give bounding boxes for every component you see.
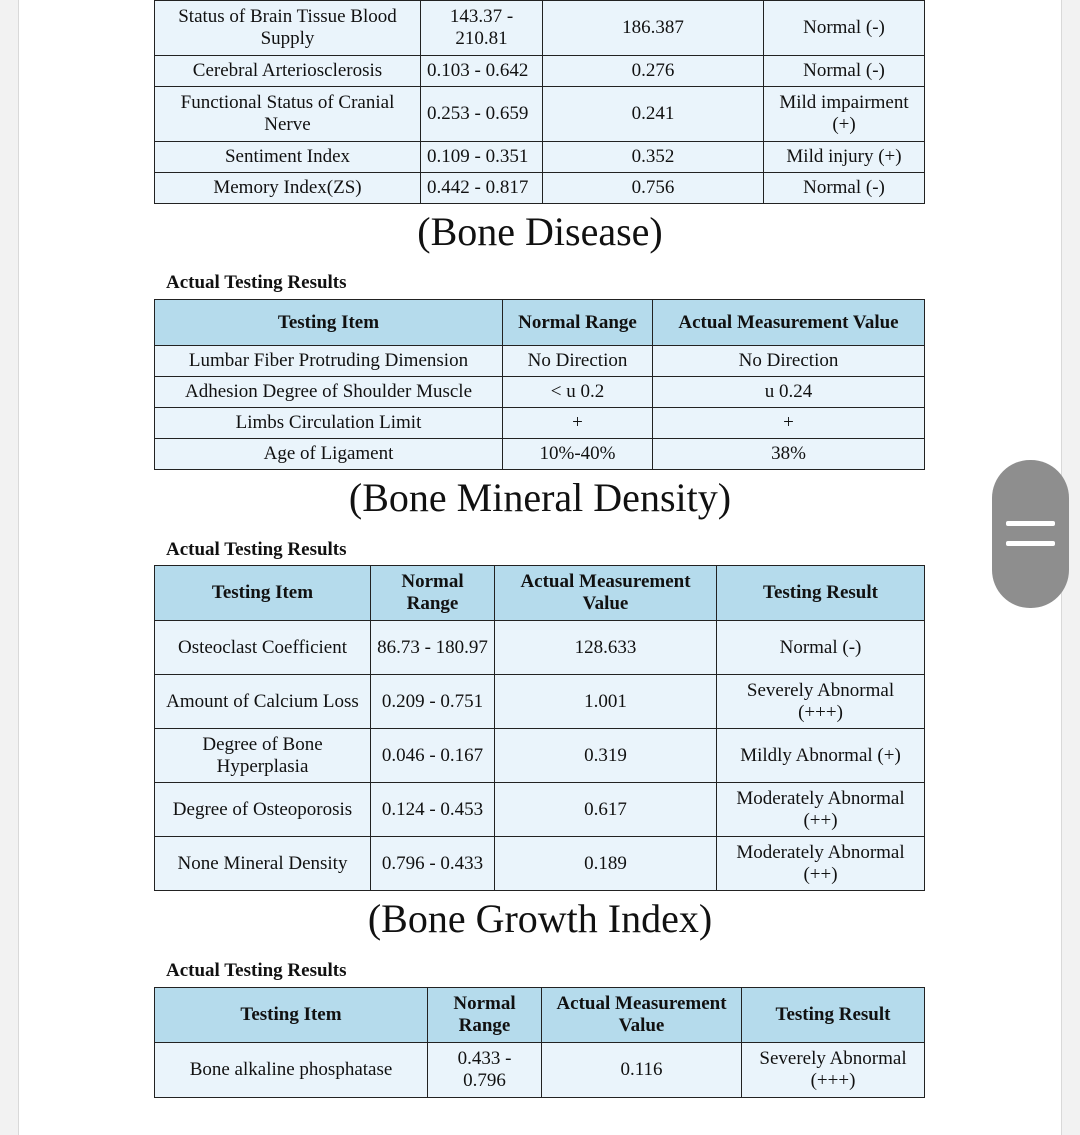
column-header: Normal Range <box>371 566 495 621</box>
grip-line-icon <box>1006 541 1055 546</box>
results-label: Actual Testing Results <box>166 272 347 293</box>
testing-item: Lumbar Fiber Protruding Dimension <box>155 346 503 377</box>
testing-item: Adhesion Degree of Shoulder Muscle <box>155 377 503 408</box>
column-header: Actual Measurement Value <box>542 988 742 1043</box>
table-row <box>155 408 925 439</box>
testing-item: Degree of Bone Hyperplasia <box>155 729 371 783</box>
testing-item: Age of Ligament <box>155 439 503 470</box>
measurement-value: 0.189 <box>495 837 717 891</box>
column-header: Testing Result <box>742 988 925 1043</box>
section-title-bone-disease: (Bone Disease) <box>417 209 663 254</box>
normal-range: 0.109 - 0.351 <box>421 142 543 173</box>
measurement-value: 0.617 <box>495 783 717 837</box>
normal-range: No Direction <box>503 346 653 377</box>
measurement-value: 1.001 <box>495 675 717 729</box>
measurement-value: 128.633 <box>495 621 717 675</box>
testing-result: Normal (-) <box>764 56 925 87</box>
measurement-value: 0.756 <box>543 173 764 204</box>
testing-result: Mild injury (+) <box>764 142 925 173</box>
scroll-handle[interactable] <box>992 460 1069 608</box>
measurement-value: 0.116 <box>542 1043 742 1098</box>
section-title-bone-mineral-density: (Bone Mineral Density) <box>348 475 732 520</box>
brain-results-table <box>154 0 925 204</box>
normal-range: < u 0.2 <box>503 377 653 408</box>
measurement-value: 0.241 <box>543 87 764 142</box>
bone-mineral-density-table <box>154 565 925 891</box>
testing-item: Sentiment Index <box>155 142 421 173</box>
testing-result: Mild impairment (+) <box>764 87 925 142</box>
section-title-bone-growth-index: (Bone Growth Index) <box>367 896 713 941</box>
testing-result: Normal (-) <box>764 173 925 204</box>
normal-range: 0.433 - 0.796 <box>428 1043 542 1098</box>
table-header-row <box>155 566 925 621</box>
testing-result: Normal (-) <box>717 621 925 675</box>
testing-item: Amount of Calcium Loss <box>155 675 371 729</box>
table-row <box>155 675 925 729</box>
normal-range: 0.103 - 0.642 <box>421 56 543 87</box>
normal-range: 143.37 - 210.81 <box>421 1 543 56</box>
normal-range: 0.796 - 0.433 <box>371 837 495 891</box>
normal-range: 0.046 - 0.167 <box>371 729 495 783</box>
column-header: Testing Item <box>155 988 428 1043</box>
table-header-row <box>155 988 925 1043</box>
normal-range: + <box>503 408 653 439</box>
table-row <box>155 346 925 377</box>
measurement-value: No Direction <box>653 346 925 377</box>
table-row <box>155 87 925 142</box>
column-header: Testing Result <box>717 566 925 621</box>
measurement-value: 0.352 <box>543 142 764 173</box>
results-label: Actual Testing Results <box>166 960 347 981</box>
table-row <box>155 783 925 837</box>
table-row <box>155 621 925 675</box>
results-label: Actual Testing Results <box>166 539 347 560</box>
measurement-value: 38% <box>653 439 925 470</box>
testing-result: Moderately Abnormal (++) <box>717 783 925 837</box>
testing-result: Normal (-) <box>764 1 925 56</box>
testing-item: Memory Index(ZS) <box>155 173 421 204</box>
table-row <box>155 1043 925 1098</box>
measurement-value: 0.276 <box>543 56 764 87</box>
testing-result: Severely Abnormal (+++) <box>742 1043 925 1098</box>
column-header: Normal Range <box>503 300 653 346</box>
table-row <box>155 142 925 173</box>
normal-range: 0.209 - 0.751 <box>371 675 495 729</box>
table-row <box>155 56 925 87</box>
table-row <box>155 729 925 783</box>
normal-range: 0.442 - 0.817 <box>421 173 543 204</box>
normal-range: 10%-40% <box>503 439 653 470</box>
table-row <box>155 439 925 470</box>
measurement-value: 0.319 <box>495 729 717 783</box>
normal-range: 86.73 - 180.97 <box>371 621 495 675</box>
table-row <box>155 837 925 891</box>
testing-item: Limbs Circulation Limit <box>155 408 503 439</box>
testing-result: Severely Abnormal (+++) <box>717 675 925 729</box>
table-row <box>155 173 925 204</box>
grip-line-icon <box>1006 521 1055 526</box>
column-header: Normal Range <box>428 988 542 1043</box>
bone-disease-table <box>154 299 925 470</box>
table-row <box>155 1 925 56</box>
measurement-value: 186.387 <box>543 1 764 56</box>
bone-growth-index-table <box>154 987 925 1098</box>
testing-item: Bone alkaline phosphatase <box>155 1043 428 1098</box>
column-header: Actual Measurement Value <box>653 300 925 346</box>
testing-item: Functional Status of Cranial Nerve <box>155 87 421 142</box>
measurement-value: u 0.24 <box>653 377 925 408</box>
column-header: Testing Item <box>155 566 371 621</box>
testing-result: Mildly Abnormal (+) <box>717 729 925 783</box>
table-header-row <box>155 300 925 346</box>
testing-item: Osteoclast Coefficient <box>155 621 371 675</box>
measurement-value: + <box>653 408 925 439</box>
table-row <box>155 377 925 408</box>
column-header: Actual Measurement Value <box>495 566 717 621</box>
column-header: Testing Item <box>155 300 503 346</box>
testing-item: None Mineral Density <box>155 837 371 891</box>
normal-range: 0.253 - 0.659 <box>421 87 543 142</box>
testing-item: Cerebral Arteriosclerosis <box>155 56 421 87</box>
testing-result: Moderately Abnormal (++) <box>717 837 925 891</box>
testing-item: Status of Brain Tissue Blood Supply <box>155 1 421 56</box>
normal-range: 0.124 - 0.453 <box>371 783 495 837</box>
testing-item: Degree of Osteoporosis <box>155 783 371 837</box>
